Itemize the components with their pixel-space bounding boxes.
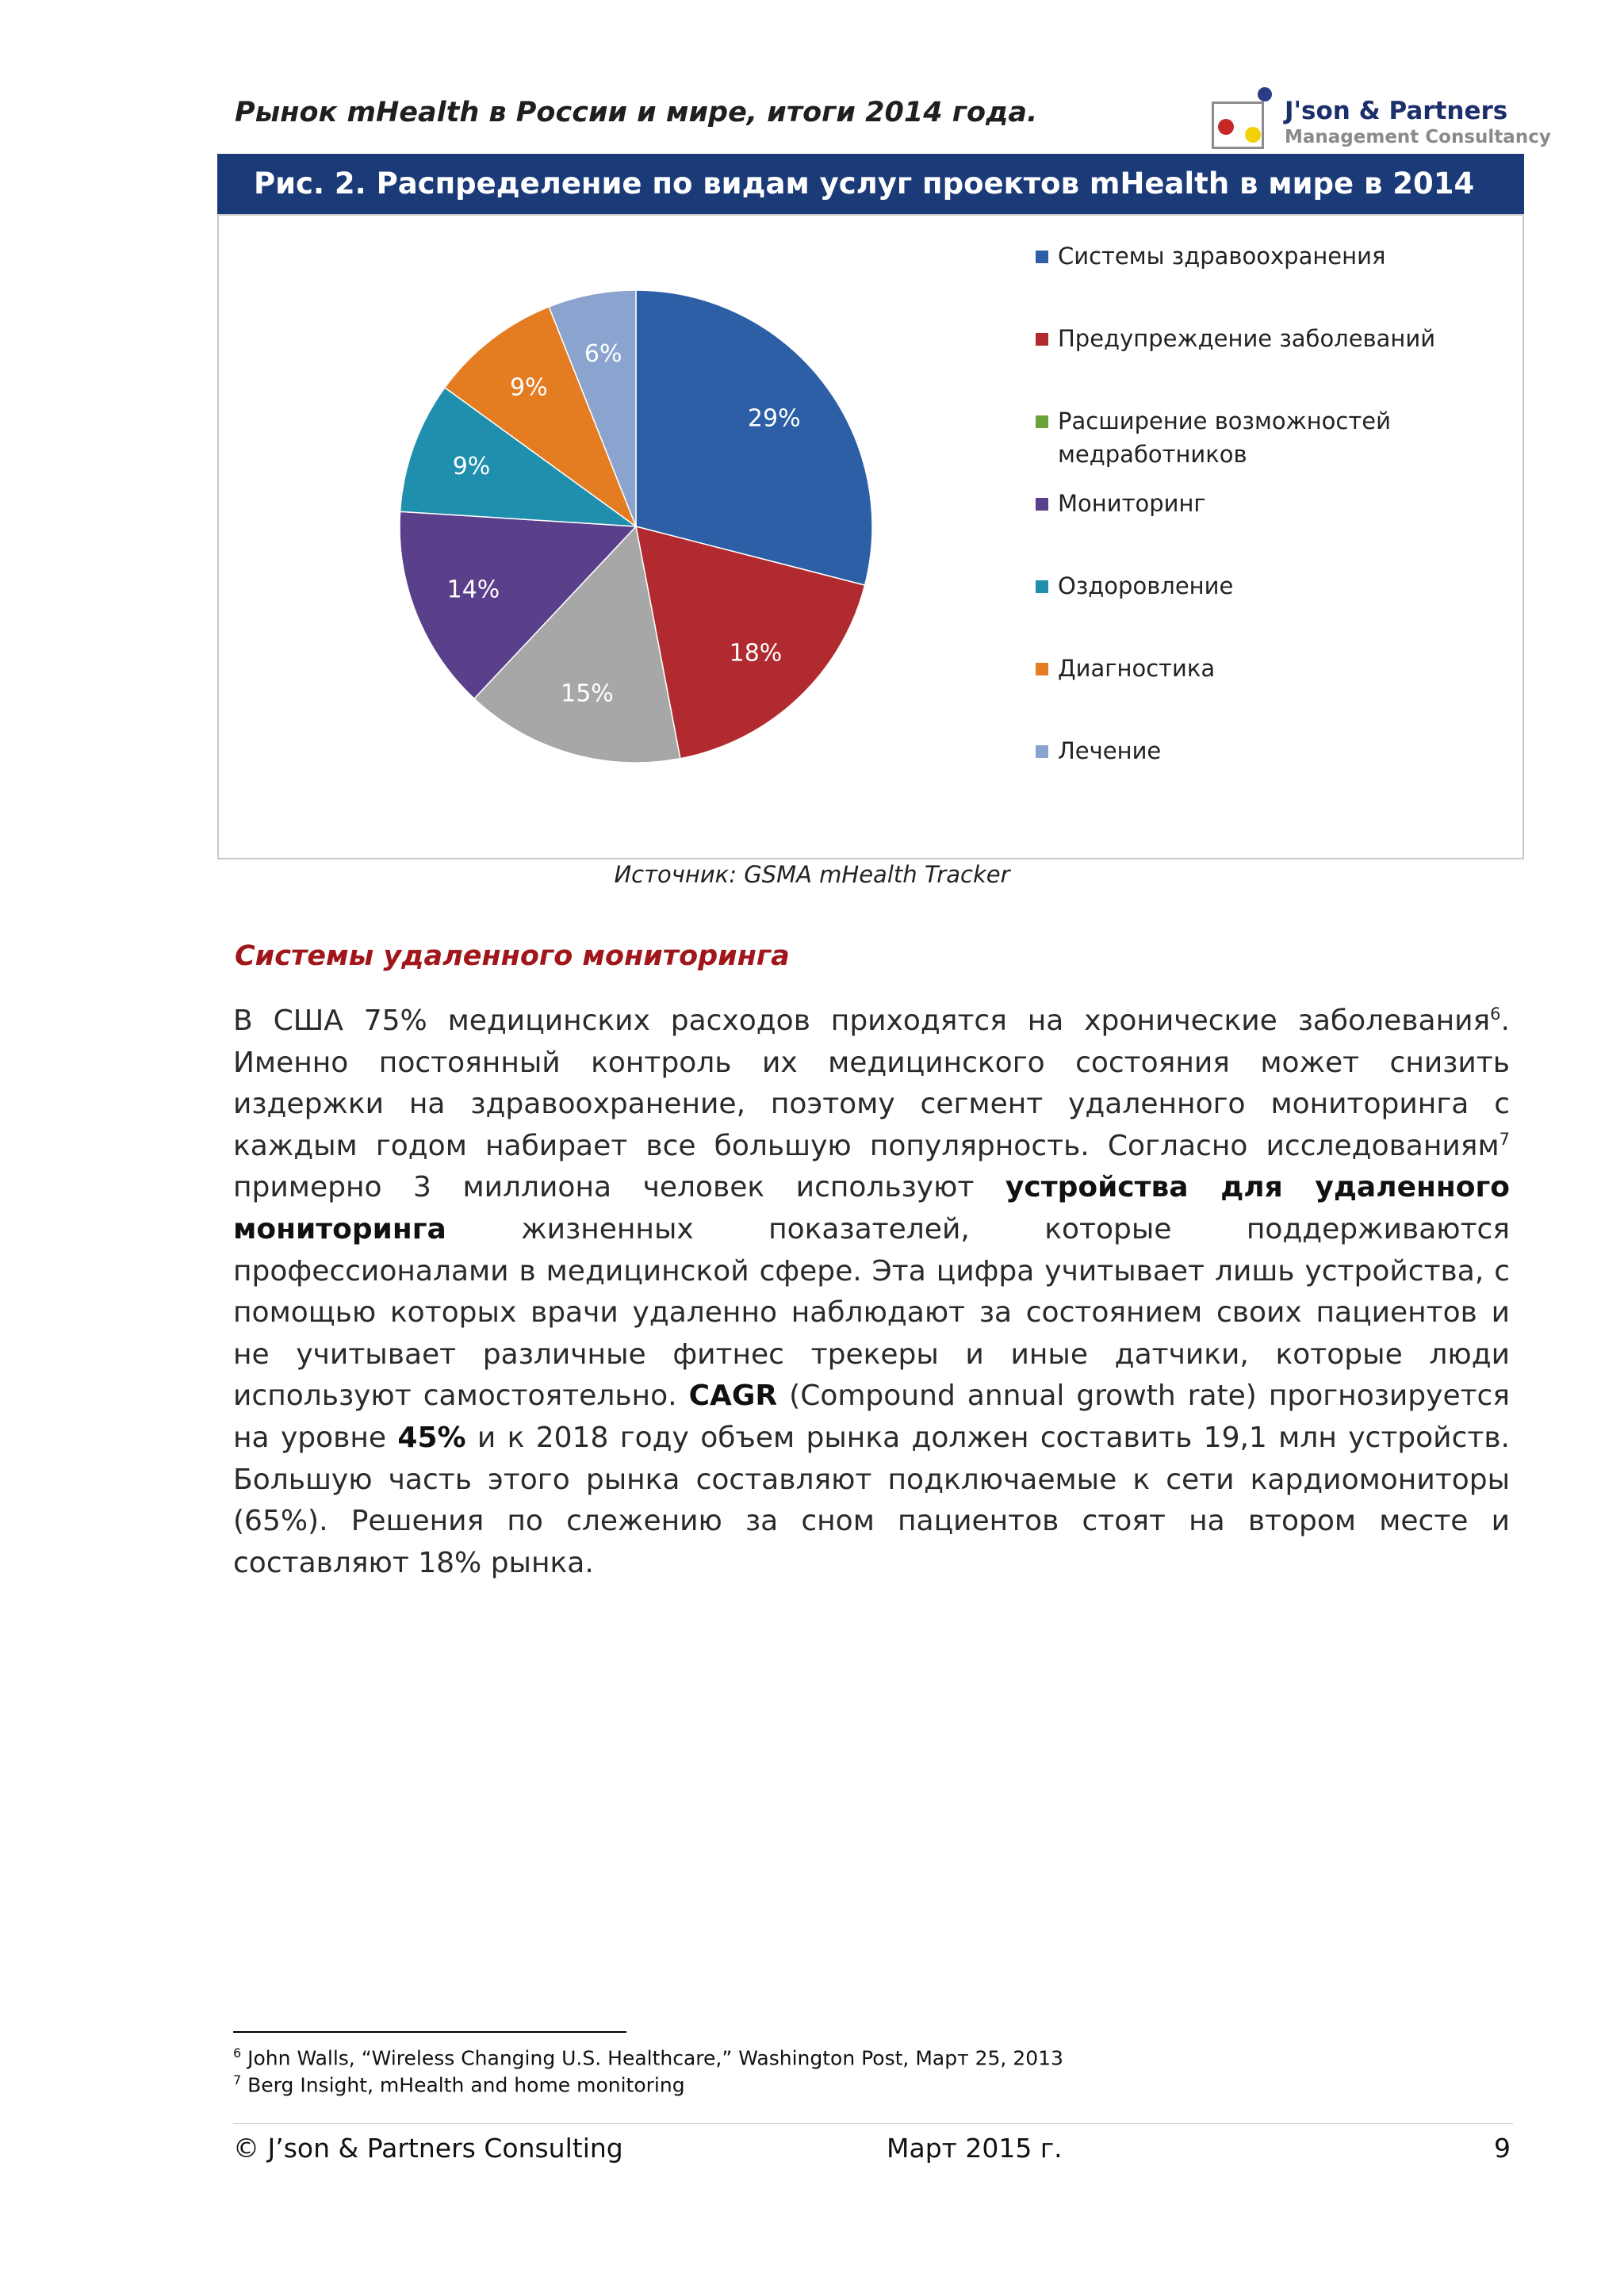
pie-chart [219, 216, 1012, 850]
bold-term-45: 45% [397, 1421, 466, 1454]
legend-item-3 [1036, 487, 1206, 520]
logo-dot-yellow-icon [1245, 127, 1261, 143]
logo-tagline: Management Consultancy [1285, 127, 1551, 147]
legend-label: Мониторинг [1058, 490, 1206, 517]
legend-item-2 [1036, 404, 1391, 471]
company-logo [1212, 82, 1551, 154]
pie-slice-label-0: 29% [747, 404, 801, 433]
page-number: 9 [1494, 2133, 1511, 2164]
footnote-text: John Walls, “Wireless Changing U.S. Healthcare,” Washington Post, Март 25, 2013 [247, 2046, 1063, 2070]
legend-label: Диагностика [1058, 655, 1216, 682]
pie-slice-label-6: 6% [584, 339, 622, 368]
legend-label: Расширение возможностей медработников [1058, 408, 1391, 468]
footnote-6 [233, 2045, 1063, 2069]
running-header-title: Рынок mHealth в России и мире, итоги 2014 года. [235, 97, 1038, 128]
legend-item-6 [1036, 734, 1161, 767]
figure-source: Источник: GSMA mHealth Tracker [614, 861, 1010, 888]
body-paragraph [233, 1001, 1510, 1584]
pie-slice-label-2: 15% [561, 679, 614, 708]
footnote-ref-7[interactable]: 7 [1499, 1129, 1510, 1149]
figure-caption: Рис. 2. Распределение по видам услуг проектов mHealth в мире в 2014 [217, 154, 1524, 214]
legend-label: Предупреждение заболеваний [1058, 325, 1436, 352]
body-text-run: (Compound annual growth rate) прогнозируется на уровне [233, 1380, 1511, 1454]
body-text-run: жизненных показателей, которые поддерживаются профессионалами в медицинской сфере. Эта цифра учитывает лишь устройства, с помощью которых врачи удаленно наблюдают за состоянием своих пациентов и не учитывает различные фитнес трекеры и иные датчики, которые люди используют самостоятельно. [233, 1212, 1510, 1413]
bold-term-cagr: CAGR [688, 1380, 778, 1413]
footer-date: Март 2015 г. [887, 2133, 1063, 2164]
footnote-number: 6 [233, 2045, 242, 2061]
legend-label: Лечение [1058, 737, 1162, 764]
legend-item-1 [1036, 322, 1435, 355]
footnote-ref-6[interactable]: 6 [1490, 1004, 1501, 1024]
footnote-divider [233, 2031, 626, 2033]
legend-swatch-icon [1036, 745, 1048, 758]
legend-swatch-icon [1036, 251, 1048, 263]
chart-frame [217, 214, 1524, 859]
logo-dot-blue-icon [1258, 87, 1272, 101]
legend-swatch-icon [1036, 663, 1048, 675]
body-text-run: примерно 3 миллиона человек используют [233, 1171, 1005, 1204]
logo-name: J'son & Partners [1285, 97, 1508, 125]
footnote-7 [233, 2072, 685, 2096]
legend-swatch-icon [1036, 498, 1048, 511]
legend-swatch-icon [1036, 580, 1048, 593]
logo-dot-red-icon [1218, 119, 1234, 135]
body-text-run: В США 75% медицинских расходов приходятся на хронические заболевания [233, 1004, 1491, 1037]
legend-item-0 [1036, 239, 1385, 273]
legend-label: Системы здравоохранения [1058, 243, 1386, 270]
footnote-number: 7 [233, 2072, 242, 2087]
legend-item-4 [1036, 569, 1233, 603]
footer-divider [233, 2123, 1513, 2124]
pie-slice-label-3: 14% [446, 576, 500, 604]
section-heading: Системы удаленного мониторинга [235, 940, 790, 972]
pie-slice-label-4: 9% [452, 452, 491, 480]
pie-slice-label-5: 9% [510, 373, 548, 402]
body-text-run: . Именно постоянный контроль их медицинского состояния может снизить издержки на здравоохранение, поэтому сегмент удаленного мониторинга с каждым годом набирает все большую популярность. Согласно исследованиям [233, 1004, 1510, 1162]
pie-slice-label-1: 18% [729, 639, 783, 668]
footer-copyright: © J’son & Partners Consulting [233, 2133, 623, 2164]
footnote-text: Berg Insight, mHealth and home monitoring [247, 2073, 685, 2097]
legend-swatch-icon [1036, 415, 1048, 428]
legend-label: Оздоровление [1058, 572, 1234, 599]
legend-item-5 [1036, 652, 1215, 685]
legend-swatch-icon [1036, 333, 1048, 346]
body-text-run: и к 2018 году объем рынка должен составить 19,1 млн устройств. Большую часть этого рынка составляют подключаемые к сети кардиомониторы (65%). Решения по слежению за сном пациентов стоят на втором месте и составляют 18% рынка. [233, 1421, 1510, 1579]
bold-term-devices: устройства для удаленного мониторинга [233, 1171, 1511, 1246]
